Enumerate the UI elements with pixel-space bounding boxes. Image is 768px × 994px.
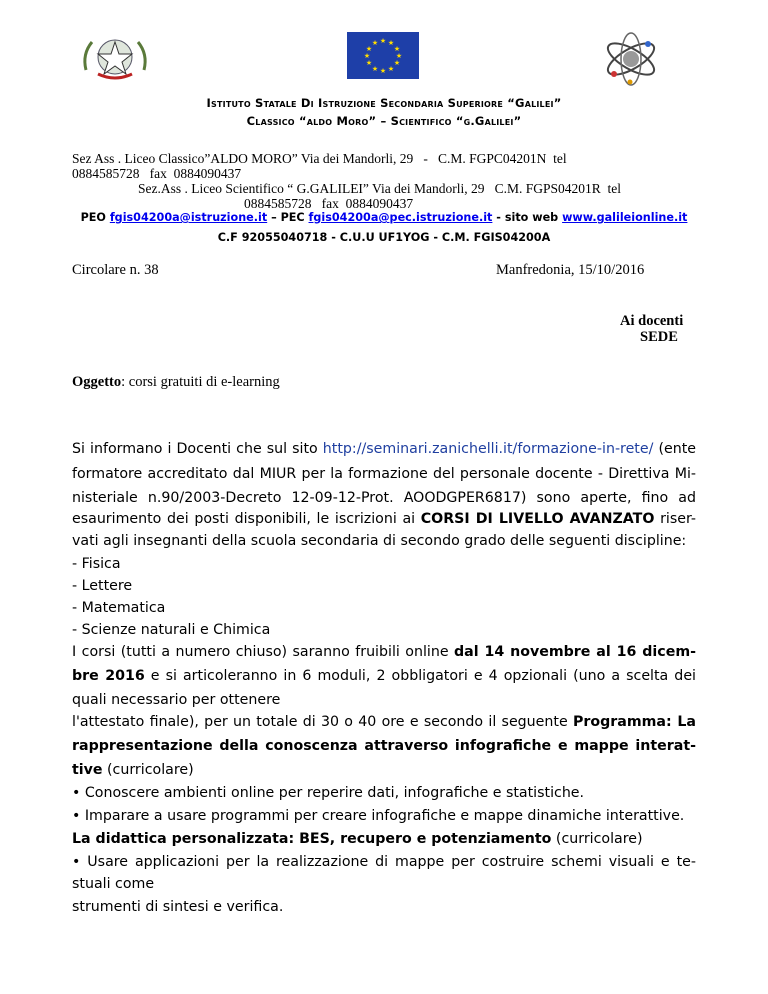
discipline-2: - Lettere — [72, 578, 133, 594]
fiscal-line: C.F 92055040718 - C.U.U UF1YOG - C.M. FGIS04200A — [217, 231, 551, 244]
school-name-line2: Classico “aldo Moro” – Scientifico “g.Galilei” — [246, 114, 522, 128]
body-line-20: stuali come — [72, 876, 155, 892]
zanichelli-link[interactable]: http://seminari.zanichelli.it/formazione-in-rete/ — [322, 441, 654, 457]
svg-text:★: ★ — [365, 45, 373, 53]
body-line-10: I corsi (tutti a numero chiuso) saranno fruibili online dal 14 novembre al 16 dicem- — [72, 644, 696, 660]
place-date: Manfredonia, 15/10/2016 — [496, 262, 645, 278]
bullet-2: • Imparare a usare programmi per creare infografiche e mappe dinamiche interattive. — [72, 808, 685, 824]
svg-text:★: ★ — [371, 65, 379, 73]
svg-text:★: ★ — [365, 59, 373, 67]
subject — [72, 375, 280, 390]
body-line-11: bre 2016 e si articoleranno in 6 moduli, 2 obbligatori e 4 opzionali (uno a scelta dei — [72, 668, 696, 684]
svg-text:★: ★ — [379, 37, 387, 45]
eu-flag-icon — [347, 32, 419, 79]
recipient-line-2: SEDE — [640, 329, 678, 345]
pec-email-link[interactable]: fgis04200a@pec.istruzione.it — [308, 211, 493, 224]
body-line-18: La didattica personalizzata: BES, recupero e potenziamento (curricolare) — [72, 831, 643, 847]
contact-line — [0, 211, 768, 224]
school-atom-logo-icon — [600, 30, 662, 88]
address-line-4: 0884585728 fax 0884090437 — [244, 196, 414, 211]
subject-label: Oggetto — [72, 374, 122, 390]
recipient-line-1: Ai docenti — [620, 313, 684, 329]
discipline-4: - Scienze naturali e Chimica — [72, 622, 271, 638]
body-line-3: nisteriale n.90/2003-Decreto 12-09-12-Prot. AOODGPER6817) sono aperte, fino ad — [72, 490, 696, 506]
body-line-4: esaurimento dei posti disponibili, le iscrizioni ai CORSI DI LIVELLO AVANZATO riser- — [72, 511, 697, 527]
bullet-3: • Usare applicazioni per la realizzazione di mappe per costruire schemi visuali e te- — [72, 854, 696, 870]
school-name-line1: Istituto Statale Di Istruzione Secondaria Superiore “Galilei” — [206, 96, 562, 110]
svg-text:★: ★ — [363, 52, 371, 60]
italian-republic-emblem-icon — [80, 32, 150, 82]
body-line-2: formatore accreditato dal MIUR per la formazione del personale docente - Direttiva Mi- — [72, 466, 696, 482]
address-line-2: 0884585728 fax 0884090437 — [72, 166, 242, 181]
peo-label: PEO — [80, 211, 110, 224]
svg-text:★: ★ — [393, 45, 401, 53]
bullet-1: • Conoscere ambienti online per reperire dati, infografiche e statistiche. — [72, 785, 585, 801]
website-link[interactable]: www.galileionline.it — [562, 211, 688, 224]
svg-text:★: ★ — [379, 67, 387, 75]
body-line-21: strumenti di sintesi e verifica. — [72, 899, 284, 915]
body-line-1: Si informano i Docenti che sul sito http://seminari.zanichelli.it/formazione-in-rete/ (ente — [72, 441, 697, 457]
discipline-1: - Fisica — [72, 556, 121, 572]
svg-text:★: ★ — [387, 39, 395, 47]
svg-text:★: ★ — [387, 65, 395, 73]
web-label: - sito web — [492, 211, 563, 224]
peo-email-link[interactable]: fgis04200a@istruzione.it — [109, 211, 268, 224]
pec-label: – PEC — [267, 211, 309, 224]
svg-text:★: ★ — [393, 59, 401, 67]
body-line-5: vati agli insegnanti della scuola secondaria di secondo grado delle seguenti discipline: — [72, 533, 687, 549]
discipline-3: - Matematica — [72, 600, 166, 616]
address-line-3: Sez.Ass . Liceo Scientifico “ G.GALILEI” Via dei Mandorli, 29 C.M. FGPS04201R tel — [138, 181, 622, 196]
circolare-number: Circolare n. 38 — [72, 262, 159, 278]
body-line-14: rappresentazione della conoscenza attraverso infografiche e mappe interat- — [72, 738, 696, 754]
svg-text:★: ★ — [371, 39, 379, 47]
svg-text:★: ★ — [395, 52, 403, 60]
body-line-12: quali necessario per ottenere — [72, 692, 281, 708]
address-line-1: Sez Ass . Liceo Classico”ALDO MORO” Via dei Mandorli, 29 - C.M. FGPC04201N tel — [72, 151, 567, 166]
body-line-13: l'attestato finale), per un totale di 30 o 40 ore e secondo il seguente Programma: La — [72, 714, 696, 730]
body-line-15: tive (curricolare) — [72, 762, 194, 778]
subject-text: : corsi gratuiti di e-learning — [121, 374, 280, 390]
